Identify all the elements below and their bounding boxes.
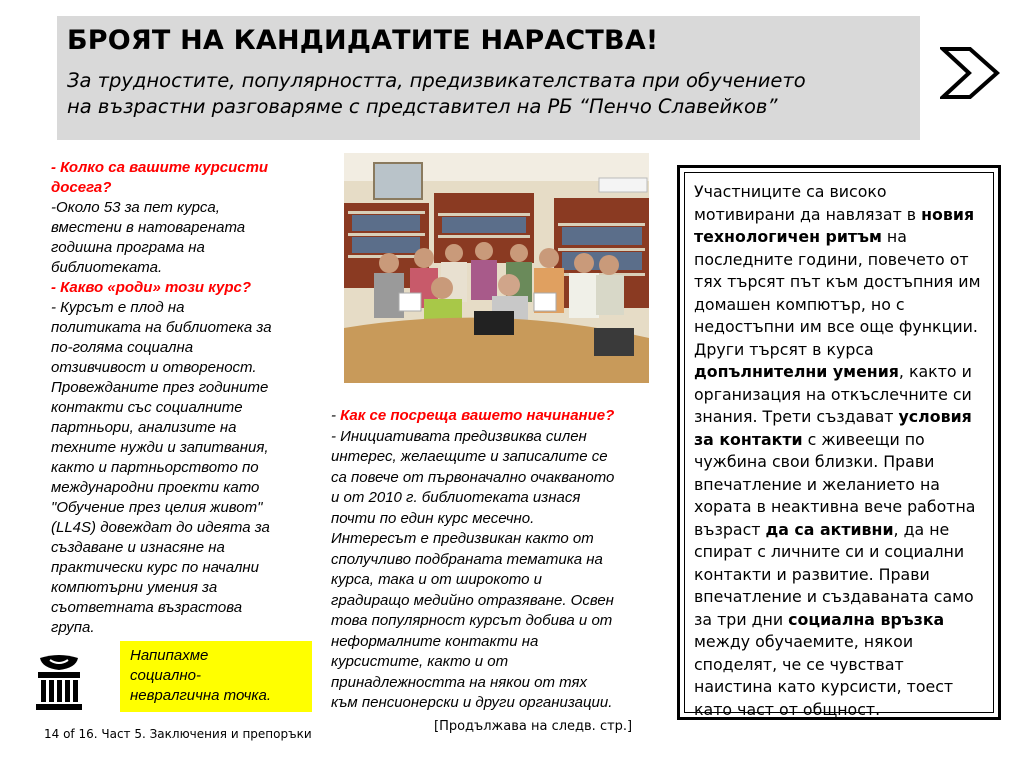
answer-line: курса, така и от широкото и xyxy=(331,571,542,588)
answer-line: компютърни умения за xyxy=(51,579,218,596)
question-line: - Колко са вашите курсисти xyxy=(51,159,269,176)
chevron-right-icon[interactable] xyxy=(940,46,1000,100)
summary-run: , както и организация на откъслечните си знания. Трети създават xyxy=(694,362,972,426)
answer-line: Интересът е предизвикан както от xyxy=(331,530,594,547)
header-banner xyxy=(57,16,920,140)
question-text: Как се посреща вашето начинание? xyxy=(340,407,615,424)
summary-highlight: да са активни xyxy=(765,519,894,539)
continue-note: [Продължава на следв. стр.] xyxy=(434,719,633,734)
answer-line: (LL4S) довеждат до идеята за xyxy=(51,519,270,536)
answer-line: - Курсът е плод на xyxy=(51,299,185,316)
answer-line: политиката на библиотека за xyxy=(51,319,272,336)
answer-line: почти по един курс месечно. xyxy=(331,509,535,527)
answer-line: библиотеката. xyxy=(51,259,163,276)
answer-line: "Обучение през целия живот" xyxy=(51,499,263,516)
answer-3 xyxy=(331,427,657,714)
answer-line: по-голяма социална xyxy=(51,339,194,356)
answer-line: годишна програма на xyxy=(51,239,205,256)
answer-line: и от 2010 г. библиотеката изнася xyxy=(331,489,581,506)
summary-highlight: допълнителни умения xyxy=(694,362,899,381)
callout-box xyxy=(120,641,312,712)
summary-run: между обучаемите, някои споделят, че се чувстват наистина като курсисти, тоест като част от общност. xyxy=(694,632,954,719)
answer-line: са повече от първоначално очакваното xyxy=(331,468,615,486)
answer-line: партньори, анализите на xyxy=(51,419,237,436)
answer-line: както и партньорството по xyxy=(51,459,259,476)
answer-line: практически курс по начални xyxy=(51,559,260,576)
answer-line: интерес, желаещите и записалите се xyxy=(331,448,608,465)
left-column-interview xyxy=(51,158,313,638)
summary-run: с живеещи по чужбина свои близки. Прави впечатление и желанието на хората в неактивна вече работна възраст xyxy=(694,429,976,539)
answer-2 xyxy=(51,298,313,638)
answer-line: неформалните контакти на xyxy=(331,632,539,650)
answer-line: международни проекти като xyxy=(51,479,260,496)
summary-run: на последните години, повечето от тях търсят път към достъпния им домашен компютър, но с недостъпни им все още функции. Други търсят в курса xyxy=(694,227,981,359)
answer-line: техните нужди и запитвания, xyxy=(51,439,269,456)
group-photo-illustration xyxy=(344,153,649,383)
question-line: досега? xyxy=(51,179,112,196)
summary-text xyxy=(684,172,994,719)
question-dash: - xyxy=(331,407,341,424)
answer-line: - Инициативата предизвиква силен xyxy=(331,427,587,445)
answer-line: това популярност курсът добива и от xyxy=(331,612,613,629)
summary-run: , да не спират с личните си и социални контакти и развитие. Прави впечатление и създаваната само за три дни xyxy=(694,519,974,629)
answer-line: към пенсионерски и други организации. xyxy=(331,694,613,711)
page-footer: 14 of 16. Част 5. Заключения и препоръки xyxy=(44,727,312,741)
answer-line: отзивчивост и отвореност. xyxy=(51,359,257,376)
answer-line: принадлежността на някои от тях xyxy=(331,673,588,691)
page-subtitle xyxy=(67,68,910,120)
summary-box xyxy=(677,165,1001,720)
subtitle-line: За трудностите, популярността, предизвикателствата при обучението xyxy=(67,69,806,92)
answer-line: група. xyxy=(51,619,95,636)
callout-line: социално- xyxy=(130,667,201,684)
callout-line: невралгична точка. xyxy=(130,687,272,704)
answer-line: съответната възрастова xyxy=(51,599,243,616)
page-title: БРОЯТ НА КАНДИДАТИТЕ НАРАСТВА! xyxy=(67,25,659,56)
group-photo xyxy=(344,153,649,383)
answer-line: -Около 53 за пет курса, xyxy=(51,199,220,216)
summary-highlight: новия технологичен ритъм xyxy=(694,204,975,246)
summary-highlight: социална връзка xyxy=(788,609,945,629)
answer-line: вместени в натоварената xyxy=(51,219,246,236)
answer-line: създаване и изнасяне на xyxy=(51,539,225,556)
callout-line: Напипахме xyxy=(130,647,209,664)
library-logo xyxy=(36,654,82,710)
answer-line: курсистите, както и от xyxy=(331,653,509,670)
subtitle-line: на възрастни разговаряме с представител на РБ “Пенчо Славейков” xyxy=(67,95,778,118)
answer-1 xyxy=(51,198,313,278)
answer-line: градиращо медийно отразяване. Освен xyxy=(331,591,614,609)
middle-column-interview xyxy=(331,406,657,714)
answer-line: сполучливо подбраната тематика на xyxy=(331,550,603,568)
summary-highlight: условия за контакти xyxy=(694,407,972,449)
question-1 xyxy=(51,158,313,198)
question-3 xyxy=(331,406,657,427)
answer-line: Провежданите през годините xyxy=(51,379,269,396)
question-2: - Какво «роди» този курс? xyxy=(51,279,252,296)
summary-run: Участниците са високо мотивирани да навлязат в xyxy=(694,182,922,224)
answer-line: контакти със социалните xyxy=(51,399,243,416)
